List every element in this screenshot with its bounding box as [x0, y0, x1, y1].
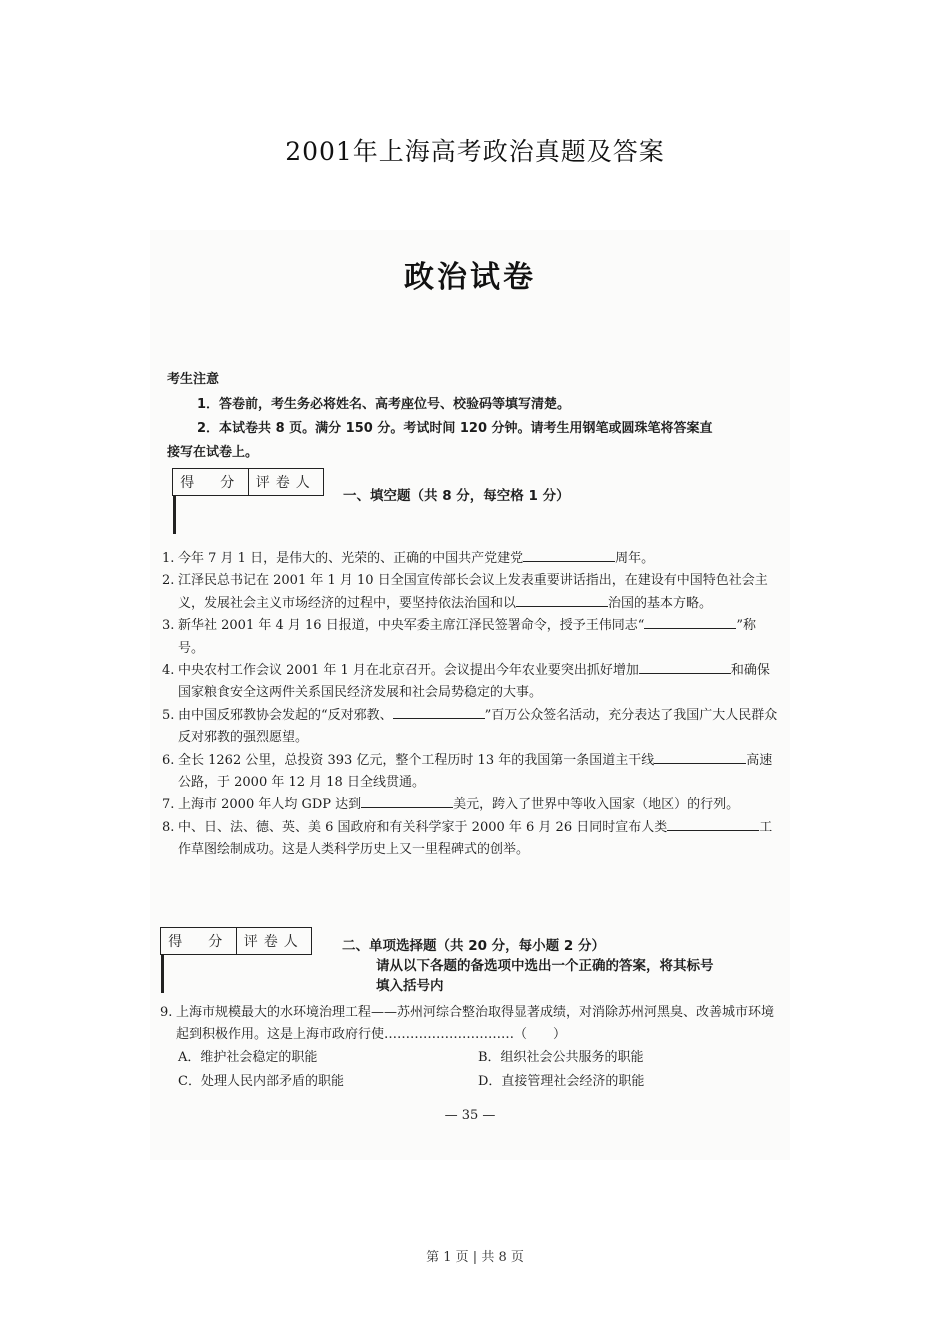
section-2-heading: 二、单项选择题（共 20 分，每小题 2 分） 请从以下各题的备选项中选出一个正确的答案，将其标号 填入括号内	[342, 938, 714, 994]
answer-blank[interactable]	[393, 705, 485, 719]
answer-blank[interactable]	[361, 794, 453, 808]
answer-blank[interactable]	[516, 593, 608, 607]
score-box-section-1	[172, 468, 324, 514]
answer-blank[interactable]	[667, 817, 759, 831]
question-2: 2. 江泽民总书记在 2001 年 1 月 10 日全国宣传部长会议上发表重要讲话指出，在建设有中国特色社会主义，发展社会主义市场经济的过程中，要坚持依法治国和以 治国的基本方略。	[162, 573, 768, 611]
page-footer: 第 1 页 | 共 8 页	[426, 1250, 524, 1265]
fill-in-questions	[162, 548, 780, 862]
document-title: 2001年上海高考政治真题及答案	[285, 137, 665, 166]
question-9: 9. 上海市规模最大的水环境治理工程——苏州河综合整治取得显著成绩，对消除苏州河黑臭、改善城市环境起到积极作用。这是上海市政府行使…………………………（ ） A．维护社会稳定的职能 B．组织社会公共服务的职能 C．处理人民内部矛盾的职能 D．直接管理社会经济的职能	[160, 1002, 780, 1094]
answer-blank[interactable]	[654, 750, 746, 764]
exam-notice	[167, 368, 782, 465]
option-b[interactable]: B．组织社会公共服务的职能	[478, 1050, 644, 1065]
question-1: 1. 今年 7 月 1 日，是伟大的、光荣的、正确的中国共产党建党 周年。	[162, 548, 780, 570]
question-3: 3. 新华社 2001 年 4 月 16 日报道，中央军委主席江泽民签署命令，授予王伟同志“ ”称号。	[162, 615, 780, 660]
answer-blank[interactable]	[523, 548, 615, 562]
option-d[interactable]: D．直接管理社会经济的职能	[478, 1074, 645, 1089]
grader-cell[interactable]	[162, 956, 163, 993]
score-label: 得 分	[161, 928, 237, 955]
option-c[interactable]: C．处理人民内部矛盾的职能	[178, 1074, 344, 1089]
scan-page-number: — 35 —	[444, 1108, 496, 1123]
question-5: 5. 由中国反邪教协会发起的“反对邪教、 ”百万公众签名活动，充分表达了我国广大人民群众反对邪教的强烈愿望。	[162, 705, 780, 750]
section-1-heading: 一、填空题（共 8 分，每空格 1 分）	[343, 488, 570, 504]
question-8: 8. 中、日、法、德、英、美 6 国政府和有关科学家于 2000 年 6 月 26 日同时宣布人类 工作草图绘制成功。这是人类科学历史上又一里程碑式的创举。	[162, 817, 780, 862]
question-6: 6. 全长 1262 公里，总投资 393 亿元，整个工程历时 13 年的我国第一条国道主干线 高速公路，于 2000 年 12 月 18 日全线贯通。	[162, 750, 780, 795]
q9-options	[160, 1046, 780, 1094]
grader-label: 评卷人	[248, 469, 324, 496]
grader-label: 评卷人	[236, 928, 312, 955]
option-a[interactable]: A．维护社会稳定的职能	[178, 1050, 318, 1065]
notice-item-2: 2．本试卷共 8 页。满分 150 分。考试时间 120 分钟。请考生用钢笔或圆珠笔将答案直	[197, 421, 713, 436]
grader-cell[interactable]	[174, 497, 175, 534]
answer-blank[interactable]	[639, 660, 731, 674]
answer-blank[interactable]	[644, 615, 736, 629]
question-4: 4. 中央农村工作会议 2001 年 1 月在北京召开。会议提出今年农业要突出抓好增加 和确保国家粮食安全这两件关系国民经济发展和社会局势稳定的大事。	[162, 660, 780, 705]
notice-heading: 考生注意	[167, 372, 220, 387]
question-7: 7. 上海市 2000 年人均 GDP 达到 美元，跨入了世界中等收入国家（地区）的行列。	[162, 794, 780, 816]
notice-item-1: 1．答卷前，考生务必将姓名、高考座位号、校验码等填写清楚。	[197, 397, 571, 412]
score-box-section-2	[160, 927, 312, 973]
score-label: 得 分	[173, 469, 249, 496]
paper-title: 政治试卷	[404, 260, 536, 295]
notice-item-2-cont: 接写在试卷上。	[167, 445, 259, 460]
scanned-exam-page	[150, 230, 790, 1160]
